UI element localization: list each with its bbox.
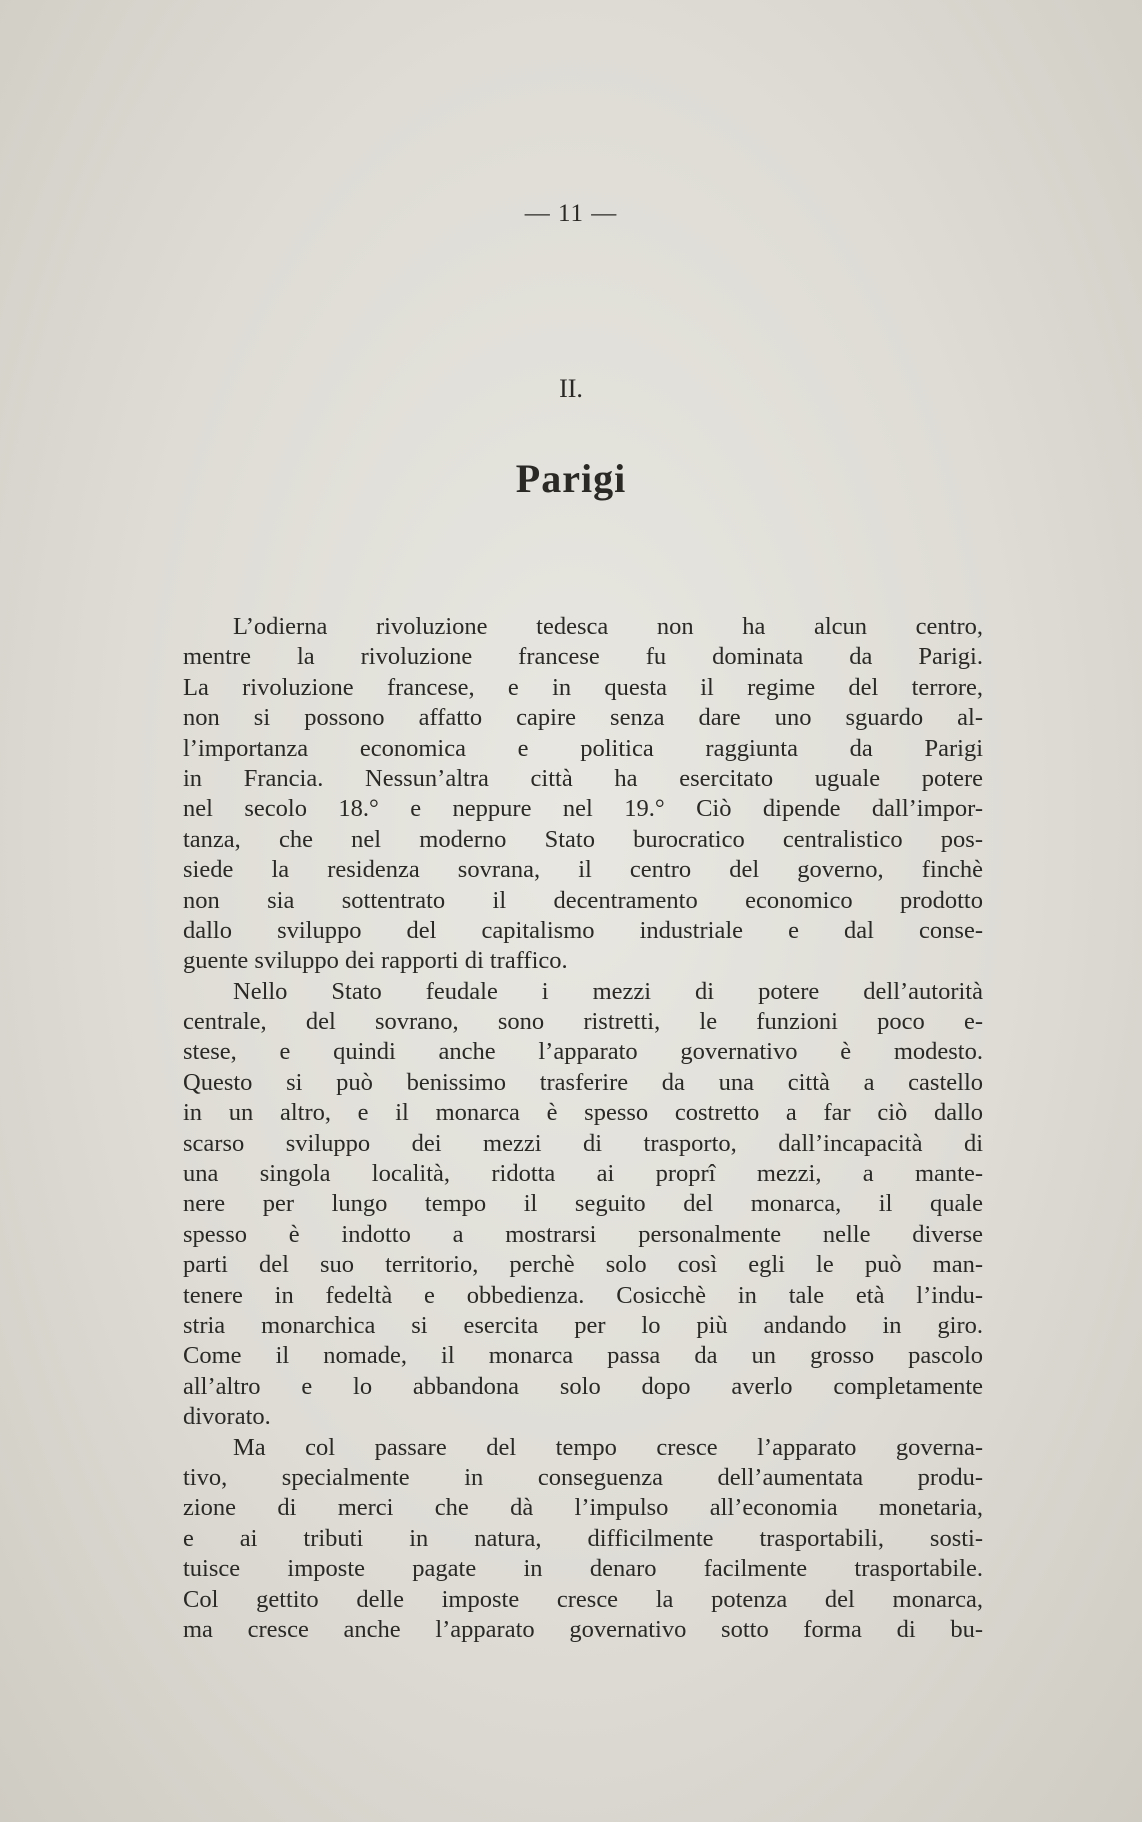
text-line: tivo, specialmente in conseguenza dell’aumentata produ-	[183, 1463, 983, 1491]
text-line: e ai tributi in natura, difficilmente trasportabili, sosti-	[183, 1524, 983, 1552]
chapter-title: Parigi	[515, 456, 627, 501]
text-line: tanza, che nel moderno Stato burocratico centralistico pos-	[183, 825, 983, 853]
text-line: stese, e quindi anche l’apparato governativo è modesto.	[183, 1038, 983, 1066]
text-line: all’altro e lo abbandona solo dopo averlo completamente	[183, 1372, 983, 1400]
text-line: l’importanza economica e politica raggiunta da Parigi	[183, 734, 983, 762]
text-line: Come il nomade, il monarca passa da un grosso pascolo	[183, 1342, 983, 1370]
text-line: nel secolo 18.° e neppure nel 19.° Ciò dipende dall’impor-	[183, 795, 983, 823]
text-line: mentre la rivoluzione francese fu dominata da Parigi.	[183, 643, 983, 671]
text-line: zione di merci che dà l’impulso all’economia monetaria,	[183, 1494, 983, 1522]
text-line: siede la residenza sovrana, il centro del governo, finchè	[183, 856, 983, 884]
text-line: guente sviluppo dei rapporti di traffico.	[183, 947, 568, 975]
text-line: non si possono affatto capire senza dare uno sguardo al-	[183, 704, 983, 732]
text-line: Col gettito delle imposte cresce la potenza del monarca,	[183, 1585, 983, 1613]
text-line: parti del suo territorio, perchè solo così egli le può man-	[183, 1251, 983, 1279]
text-line: tenere in fedeltà e obbedienza. Cosicchè in tale età l’indu-	[183, 1281, 983, 1309]
chapter-number: II.	[559, 374, 583, 403]
text-line: Ma col passare del tempo cresce l’apparato governa-	[233, 1433, 983, 1461]
text-line: spesso è indotto a mostrarsi personalmente nelle diverse	[183, 1220, 983, 1248]
text-line: non sia sottentrato il decentramento economico prodotto	[183, 886, 983, 914]
text-line: divorato.	[183, 1403, 271, 1431]
text-line: dallo sviluppo del capitalismo industriale e dal conse-	[183, 916, 983, 944]
text-line: ma cresce anche l’apparato governativo sotto forma di bu-	[183, 1615, 983, 1643]
text-line: Nello Stato feudale i mezzi di potere dell’autorità	[233, 977, 983, 1005]
page-number: — 11 —	[524, 200, 618, 227]
text-line: tuisce imposte pagate in denaro facilmente trasportabile.	[183, 1555, 983, 1583]
text-line: La rivoluzione francese, e in questa il regime del terrore,	[183, 673, 983, 701]
text-line: stria monarchica si esercita per lo più andando in giro.	[183, 1311, 983, 1339]
text-line: Questo si può benissimo trasferire da una città a castello	[183, 1068, 983, 1096]
text-line: scarso sviluppo dei mezzi di trasporto, dall’incapacità di	[183, 1129, 983, 1157]
body-text	[183, 612, 983, 1645]
text-line: in Francia. Nessun’altra città ha esercitato uguale potere	[183, 764, 983, 792]
text-line: in un altro, e il monarca è spesso costretto a far ciò dallo	[183, 1099, 983, 1127]
text-line: centrale, del sovrano, sono ristretti, le funzioni poco e-	[183, 1008, 983, 1036]
text-line: L’odierna rivoluzione tedesca non ha alcun centro,	[233, 613, 983, 640]
text-line: una singola località, ridotta ai proprî mezzi, a mante-	[183, 1160, 983, 1188]
text-line: nere per lungo tempo il seguito del monarca, il quale	[183, 1190, 983, 1218]
